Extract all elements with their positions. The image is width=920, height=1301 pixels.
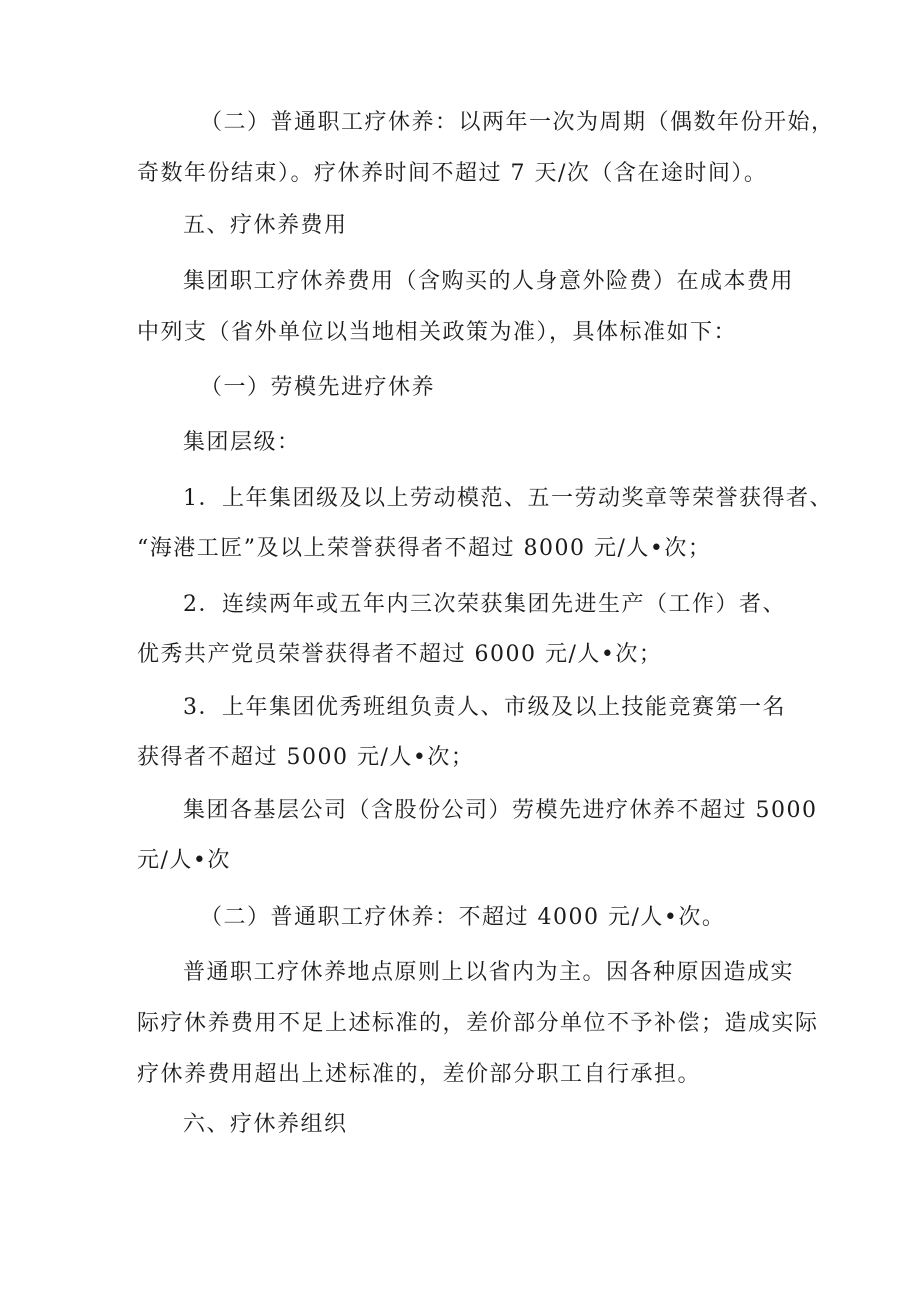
list-item-2-line2: 优秀共产党员荣誉获得者不超过 6000 元/人•次； <box>137 642 663 667</box>
list-item-1-line1: 1．上年集团级及以上劳动模范、五一劳动奖章等荣誉获得者、 <box>183 486 833 511</box>
group-level-label: 集团层级： <box>183 430 301 455</box>
base-company-line2: 元/人•次 <box>137 848 231 873</box>
section-heading-5: 五、疗休养费用 <box>183 213 348 238</box>
para-cost-intro-line1: 集团职工疗休养费用（含购买的人身意外险费）在成本费用 <box>183 269 795 294</box>
list-item-3-line1: 3．上年集团优秀班组负责人、市级及以上技能竞赛第一名 <box>183 695 786 720</box>
list-item-2-line1: 2．连续两年或五年内三次荣获集团先进生产（工作）者、 <box>183 592 786 617</box>
list-item-3-line2: 获得者不超过 5000 元/人•次； <box>137 745 475 770</box>
para-sec4-item2-line2: 奇数年份结束）。疗休养时间不超过 7 天/次（含在途时间）。 <box>137 161 768 186</box>
para-location-line1: 普通职工疗休养地点原则上以省内为主。因各种原因造成实 <box>183 960 795 985</box>
list-item-1-line2: “海港工匠”及以上荣誉获得者不超过 8000 元/人•次； <box>137 536 712 561</box>
para-sec4-item2-line1: （二）普通职工疗休养：以两年一次为周期（偶数年份开始， <box>200 110 835 135</box>
base-company-line1: 集团各基层公司（含股份公司）劳模先进疗休养不超过 5000 <box>183 798 818 823</box>
subheading-model-workers: （一）劳模先进疗休养 <box>200 375 436 400</box>
para-location-line3: 疗休养费用超出上述标准的，差价部分职工自行承担。 <box>137 1062 702 1087</box>
para-cost-intro-line2: 中列支（省外单位以当地相关政策为准），具体标准如下： <box>137 320 738 345</box>
subheading-ordinary-staff: （二）普通职工疗休养：不超过 4000 元/人•次。 <box>200 905 726 930</box>
para-location-line2: 际疗休养费用不足上述标准的，差价部分单位不予补偿；造成实际 <box>137 1011 819 1036</box>
section-heading-6: 六、疗休养组织 <box>183 1112 348 1137</box>
